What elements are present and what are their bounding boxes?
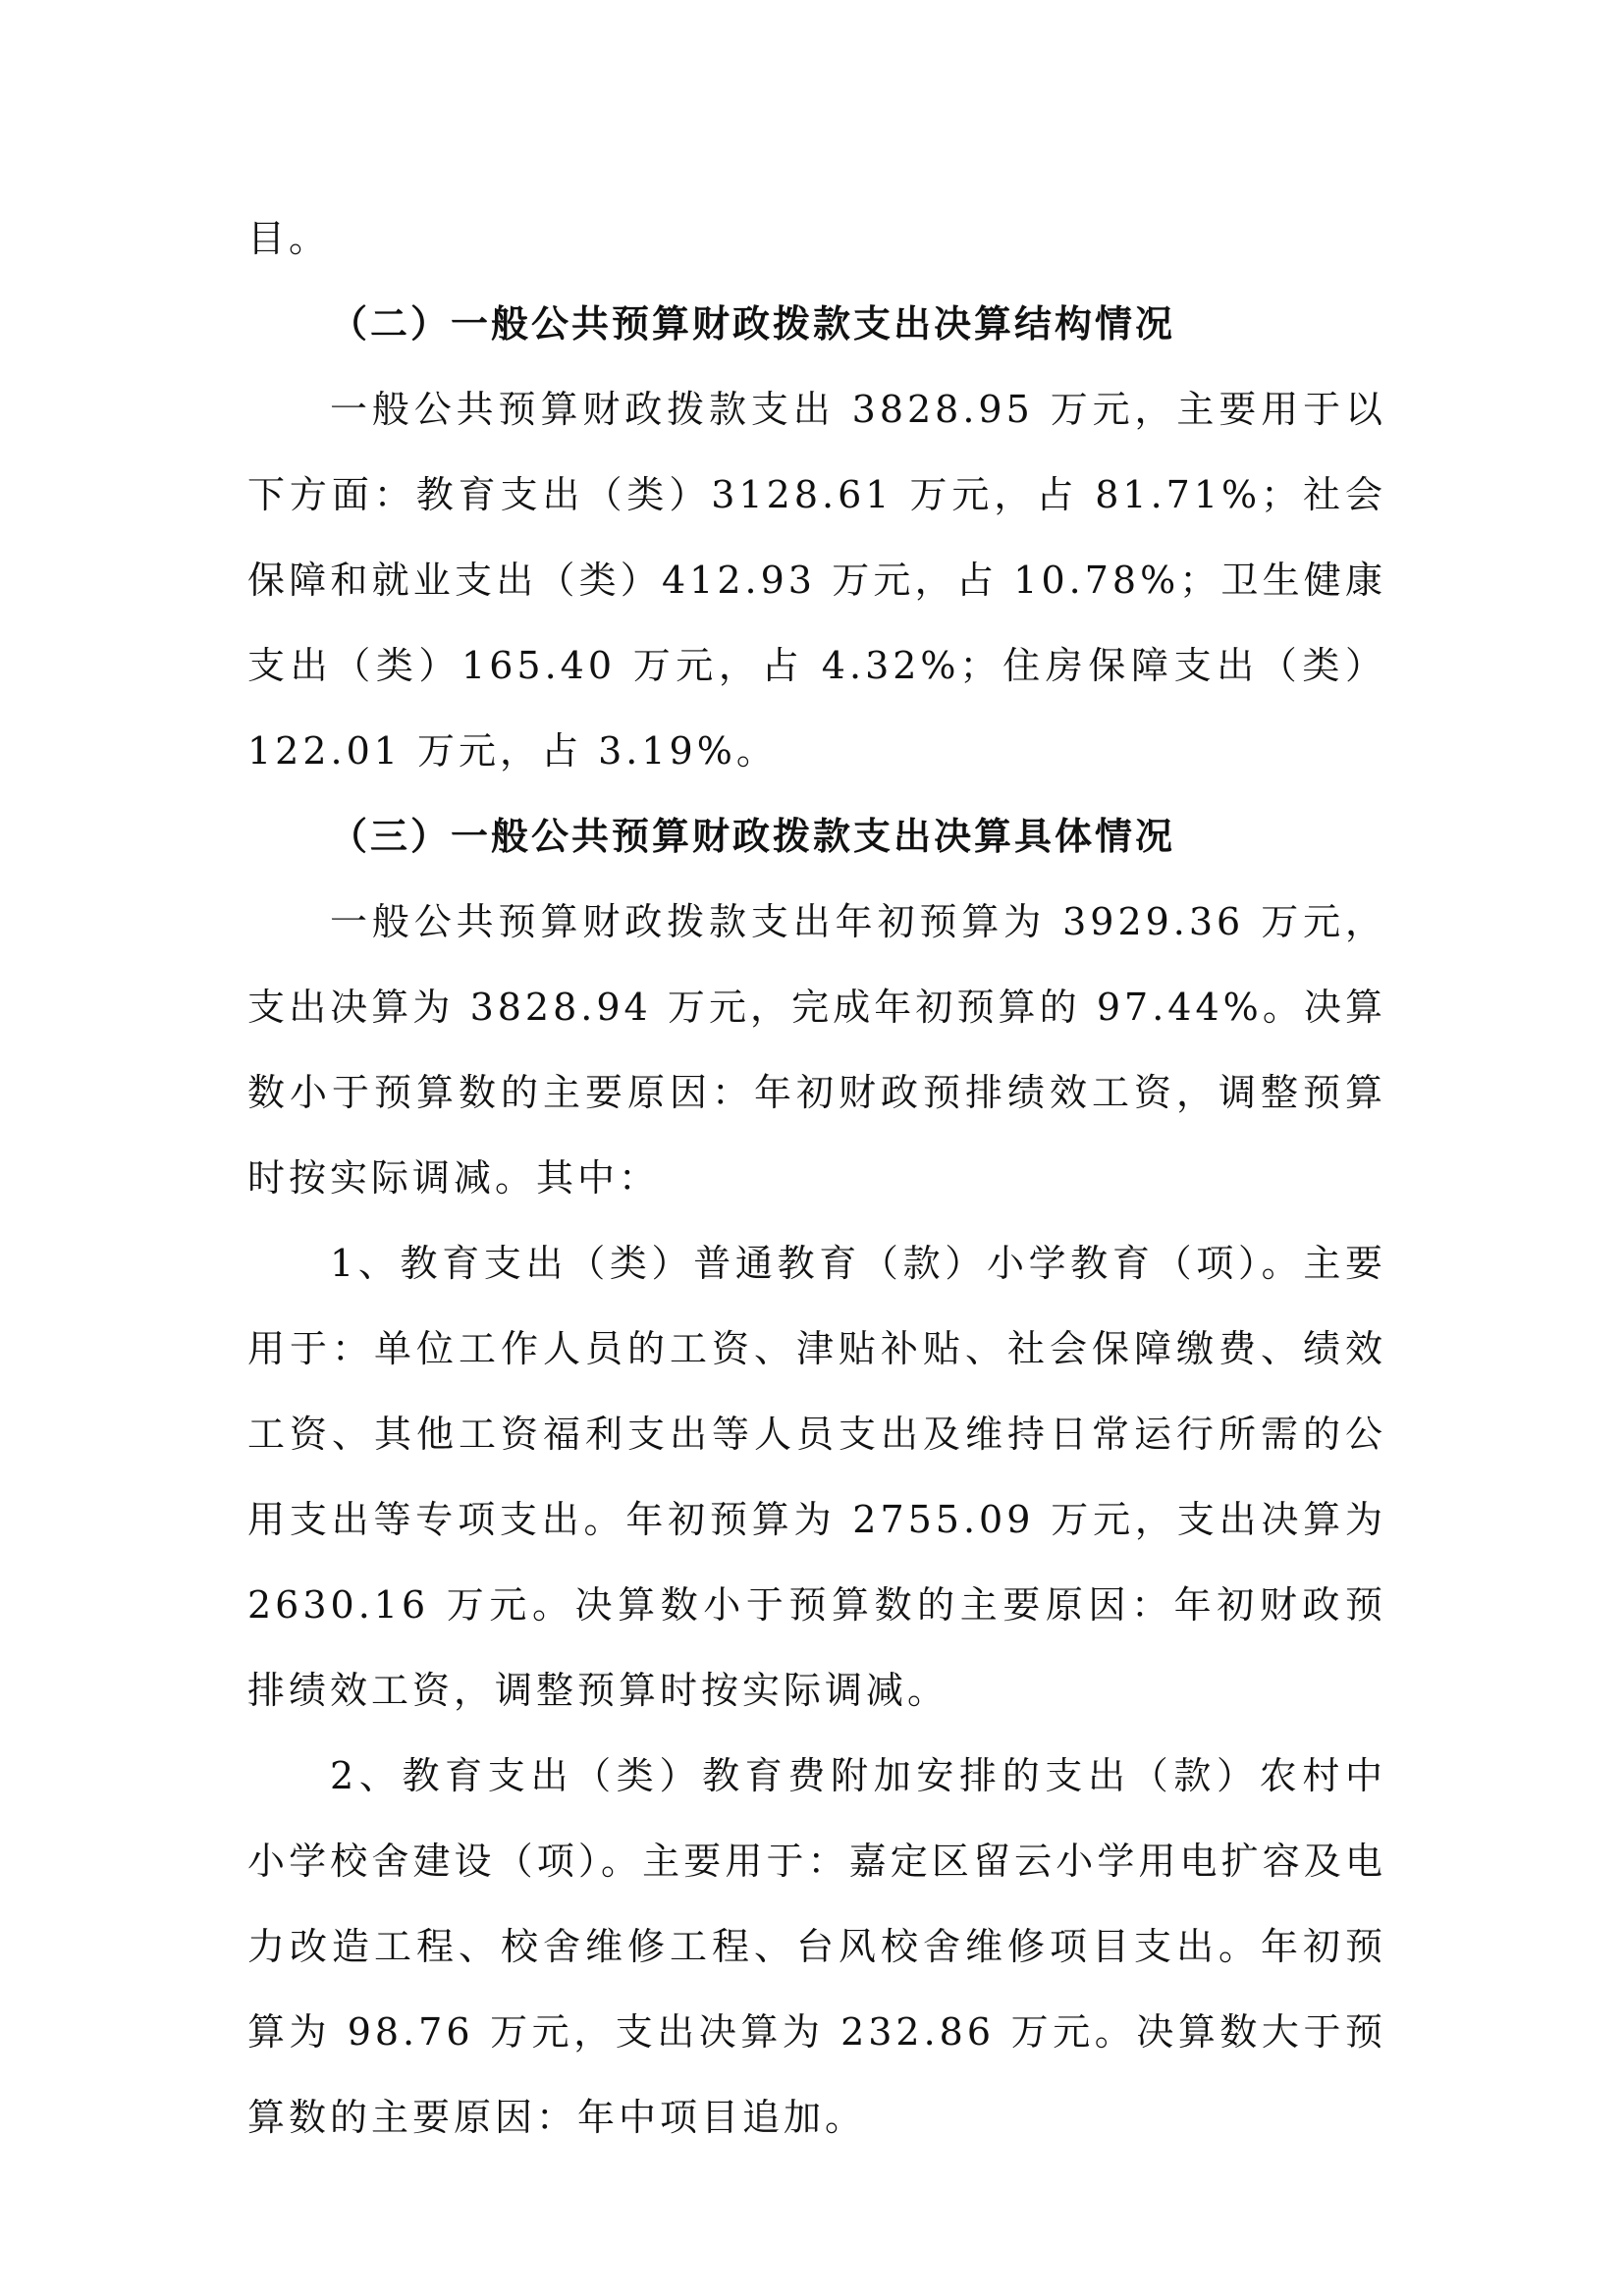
- continuation-paragraph: 目。: [247, 217, 331, 260]
- section-heading-structure: （二）一般公共预算财政拨款支出决算结构情况: [330, 302, 1176, 346]
- document-body: [247, 196, 1386, 2161]
- paragraph-details: 一般公共预算财政拨款支出年初预算为 3929.36 万元，支出决算为 3828.94 万元，完成年初预算的 97.44%。决算数小于预算数的主要原因：年初财政预排绩效工资，调整预算时按实际调减。其中：: [247, 900, 1386, 1200]
- section-heading-details: （三）一般公共预算财政拨款支出决算具体情况: [330, 815, 1176, 858]
- paragraph-structure: 一般公共预算财政拨款支出 3828.95 万元，主要用于以下方面：教育支出（类）3128.61 万元，占 81.71%；社会保障和就业支出（类）412.93 万元，占 10.78%；卫生健康支出（类）165.40 万元，占 4.32%；住房保障支出（类）122.01 万元，占 3.19%。: [247, 388, 1386, 773]
- paragraph-item-1: 1、教育支出（类）普通教育（款）小学教育（项）。主要用于：单位工作人员的工资、津贴补贴、社会保障缴费、绩效工资、其他工资福利支出等人员支出及维持日常运行所需的公用支出等专项支出。年初预算为 2755.09 万元，支出决算为 2630.16 万元。决算数小于预算数的主要原因：年初财政预排绩效工资，调整预算时按实际调减。: [247, 1242, 1386, 1712]
- paragraph-item-2: 2、教育支出（类）教育费附加安排的支出（款）农村中小学校舍建设（项）。主要用于：嘉定区留云小学用电扩容及电力改造工程、校舍维修工程、台风校舍维修项目支出。年初预算为 98.76 万元，支出决算为 232.86 万元。决算数大于预算数的主要原因：年中项目追加。: [247, 1754, 1386, 2139]
